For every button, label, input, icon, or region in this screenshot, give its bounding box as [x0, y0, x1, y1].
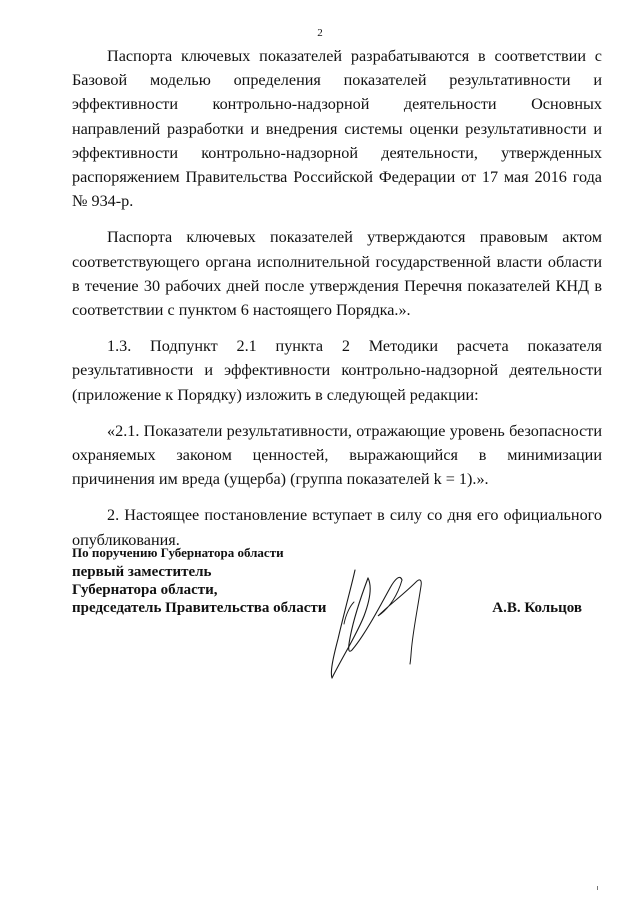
signer-name: А.В. Кольцов: [492, 600, 582, 616]
paragraph-passport-approval: Паспорта ключевых показателей утверждаются правовым актом соответствующего органа исполнительной государственной власти области в течение 30 рабочих дней после утверждения Перечня показателей КНД в соответствии с пунктом 6 настоящего Порядка.».: [72, 228, 602, 320]
signatory-authority-note: По поручению Губернатора области: [72, 545, 284, 560]
page-number: 2: [317, 27, 323, 39]
paragraph-subclause-1-3: 1.3. Подпункт 2.1 пункта 2 Методики расчета показателя результативности и эффективности контрольно-надзорной деятельности (приложение к Порядку) изложить в следующей редакции:: [72, 337, 602, 404]
handwritten-signature: [318, 554, 448, 684]
document-body: [72, 44, 602, 564]
paragraph-passport-development: Паспорта ключевых показателей разрабатываются в соответствии с Базовой моделью определения показателей результативности и эффективности контрольно-надзорной деятельности Основных направлений разработки и внедрения системы оценки результативности и эффективности контрольно-надзорной деятельности, утвержденных распоряжением Правительства Российской Федерации от 17 мая 2016 года № 934-р.: [72, 47, 602, 211]
signatory-title-line-2: Губернатора области,: [72, 582, 218, 598]
paragraph-clause-2-1: «2.1. Показатели результативности, отражающие уровень безопасности охраняемых законом ценностей, выражающийся в минимизации причинения им вреда (ущерба) (группа показателей k = 1).».: [72, 421, 602, 489]
signatory-title-line-3: председатель Правительства области: [72, 600, 327, 616]
signatory-title-line-1: первый заместитель: [72, 564, 212, 580]
paragraph-effective-date: 2. Настоящее постановление вступает в силу со дня его официального опубликования.: [72, 506, 602, 549]
scan-mark: [597, 886, 598, 890]
